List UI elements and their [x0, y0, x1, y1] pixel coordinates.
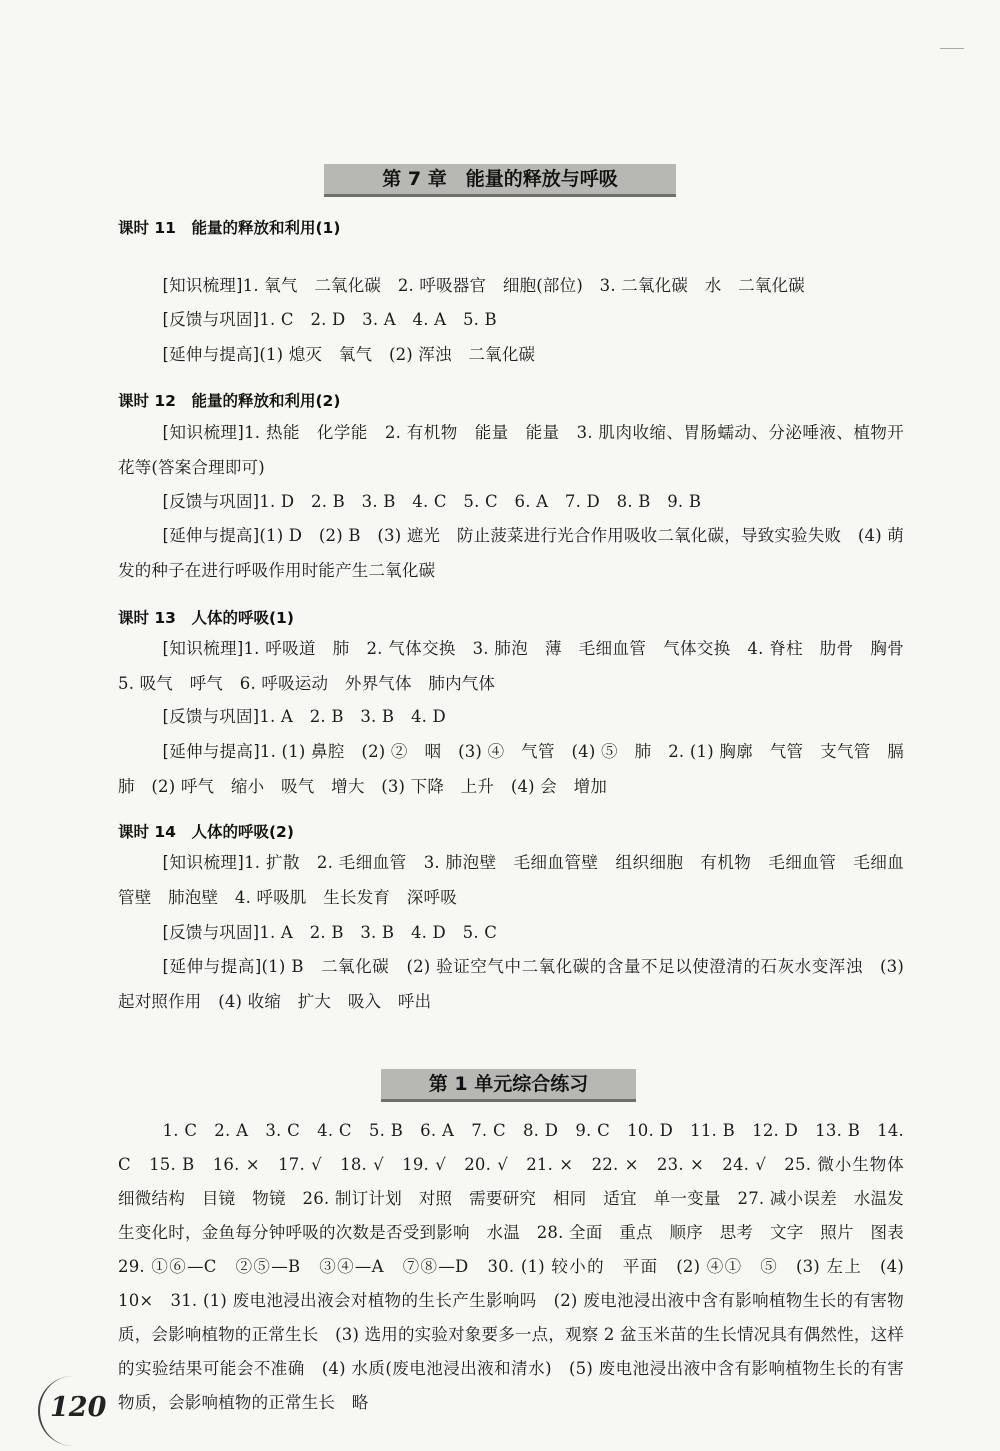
- section-tag: [知识梳理]: [162, 423, 245, 442]
- answer-text: (1) 熄灭 氧气 (2) 浑浊 二氧化碳: [259, 345, 536, 364]
- knowledge-review-answers: [118, 269, 904, 304]
- knowledge-review-answers: [118, 846, 904, 915]
- answer-text: 1. C 2. D 3. A 4. A 5. B: [259, 310, 497, 329]
- section-tag: [反馈与巩固]: [162, 707, 260, 726]
- unit-title-banner: 第 1 单元综合练习: [381, 1069, 636, 1102]
- extension-answers: [118, 519, 904, 588]
- knowledge-review-answers: [118, 632, 921, 701]
- page-number: 120: [50, 1392, 107, 1423]
- answer-text: 1. 扩散 2. 毛细血管 3. 肺泡壁 毛细血管壁 组织细胞 有机物 毛细血管 毛细血管壁 肺泡壁 4. 呼吸肌 生长发育 深呼吸: [118, 853, 905, 907]
- chapter-title-banner: 第 7 章 能量的释放与呼吸: [324, 164, 676, 197]
- answer-text: (1) D (2) B (3) 遮光 防止菠菜进行光合作用吸收二氧化碳，导致实验失败 (4) 萌发的种子在进行呼吸作用时能产生二氧化碳: [118, 526, 904, 580]
- section-tag: [反馈与巩固]: [162, 492, 260, 511]
- knowledge-review-answers: [118, 416, 904, 485]
- feedback-answers: [118, 485, 904, 520]
- answer-text: 1. 氧气 二氧化碳 2. 呼吸器官 细胞(部位) 3. 二氧化碳 水 二氧化碳: [242, 276, 805, 295]
- lesson-heading: 课时 12 能量的释放和利用(2): [118, 392, 341, 410]
- section-tag: [知识梳理]: [162, 639, 244, 658]
- section-tag: [反馈与巩固]: [162, 923, 260, 942]
- extension-answers: [118, 338, 904, 373]
- section-tag: [知识梳理]: [162, 276, 243, 295]
- feedback-answers: [118, 700, 904, 735]
- lesson-heading: 课时 13 人体的呼吸(1): [118, 609, 294, 627]
- lesson-heading: 课时 14 人体的呼吸(2): [118, 823, 294, 841]
- extension-answers: [118, 950, 904, 1019]
- answer-text: 1. (1) 鼻腔 (2) ② 咽 (3) ④ 气管 (4) ⑤ 肺 2. (1) 胸廓 气管 支气管 膈 肺 (2) 呼气 缩小 吸气 增大 (3) 下降 上升 (4) 会 增加: [118, 742, 921, 796]
- section-tag: [反馈与巩固]: [162, 310, 260, 329]
- section-tag: [延伸与提高]: [162, 957, 262, 976]
- answer-text: 1. D 2. B 3. B 4. C 5. C 6. A 7. D 8. B 9. B: [259, 492, 702, 511]
- section-tag: [延伸与提高]: [162, 742, 260, 761]
- section-tag: [知识梳理]: [162, 853, 245, 872]
- feedback-answers: [118, 916, 904, 951]
- lesson-heading: 课时 11 能量的释放和利用(1): [118, 219, 341, 237]
- answer-text: (1) B 二氧化碳 (2) 验证空气中二氧化碳的含量不足以使澄清的石灰水变浑浊 (3) 起对照作用 (4) 收缩 扩大 吸入 呼出: [118, 957, 904, 1011]
- scan-mark: [940, 48, 964, 49]
- answer-text: 1. A 2. B 3. B 4. D: [259, 707, 446, 726]
- answer-text: 1. A 2. B 3. B 4. D 5. C: [259, 923, 498, 942]
- feedback-answers: [118, 303, 904, 338]
- answer-text: 1. 呼吸道 肺 2. 气体交换 3. 肺泡 薄 毛细血管 气体交换 4. 脊柱 肋骨 胸骨 5. 吸气 呼气 6. 呼吸运动 外界气体 肺内气体: [118, 639, 921, 693]
- answer-text: 1. 热能 化学能 2. 有机物 能量 能量 3. 肌肉收缩、胃肠蠕动、分泌唾液、植物开花等(答案合理即可): [118, 423, 905, 477]
- extension-answers: [118, 735, 921, 804]
- section-tag: [延伸与提高]: [162, 526, 260, 545]
- unit-answers: 1. C 2. A 3. C 4. C 5. B 6. A 7. C 8. D 9. C 10. D 11. B 12. D 13. B 14. C 15. B 16. × 17. √ 18. √ 19. √ 20. √ 21. × 22. × 23. × 24. √ 25. 微小生物体 细微结构 目镜 物镜 26. 制订计划 对照 需要研究 相同 适宜 单一变量 27. 减小误差 水温发生变化时，金鱼每分钟呼吸的次数是否受到影响 水温 28. 全面 重点 顺序 思考 文字 照片 图表 29. ①⑥—C ②⑤—B ③④—A ⑦⑧—D 30. (1) 较小的 平面 (2) ④① ⑤ (3) 左上 (4) 10× 31. (1) 废电池浸出液会对植物的生长产生影响吗 (2) 废电池浸出液中含有影响植物生长的有害物质，会影响植物的正常生长 (3) 选用的实验对象要多一点，观察 2 盆玉米苗的生长情况具有偶然性，这样的实验结果可能会不准确 (4) 水质(废电池浸出液和清水) (5) 废电池浸出液中含有影响植物生长的有害物质，会影响植物的正常生长 略: [118, 1121, 921, 1412]
- section-tag: [延伸与提高]: [162, 345, 260, 364]
